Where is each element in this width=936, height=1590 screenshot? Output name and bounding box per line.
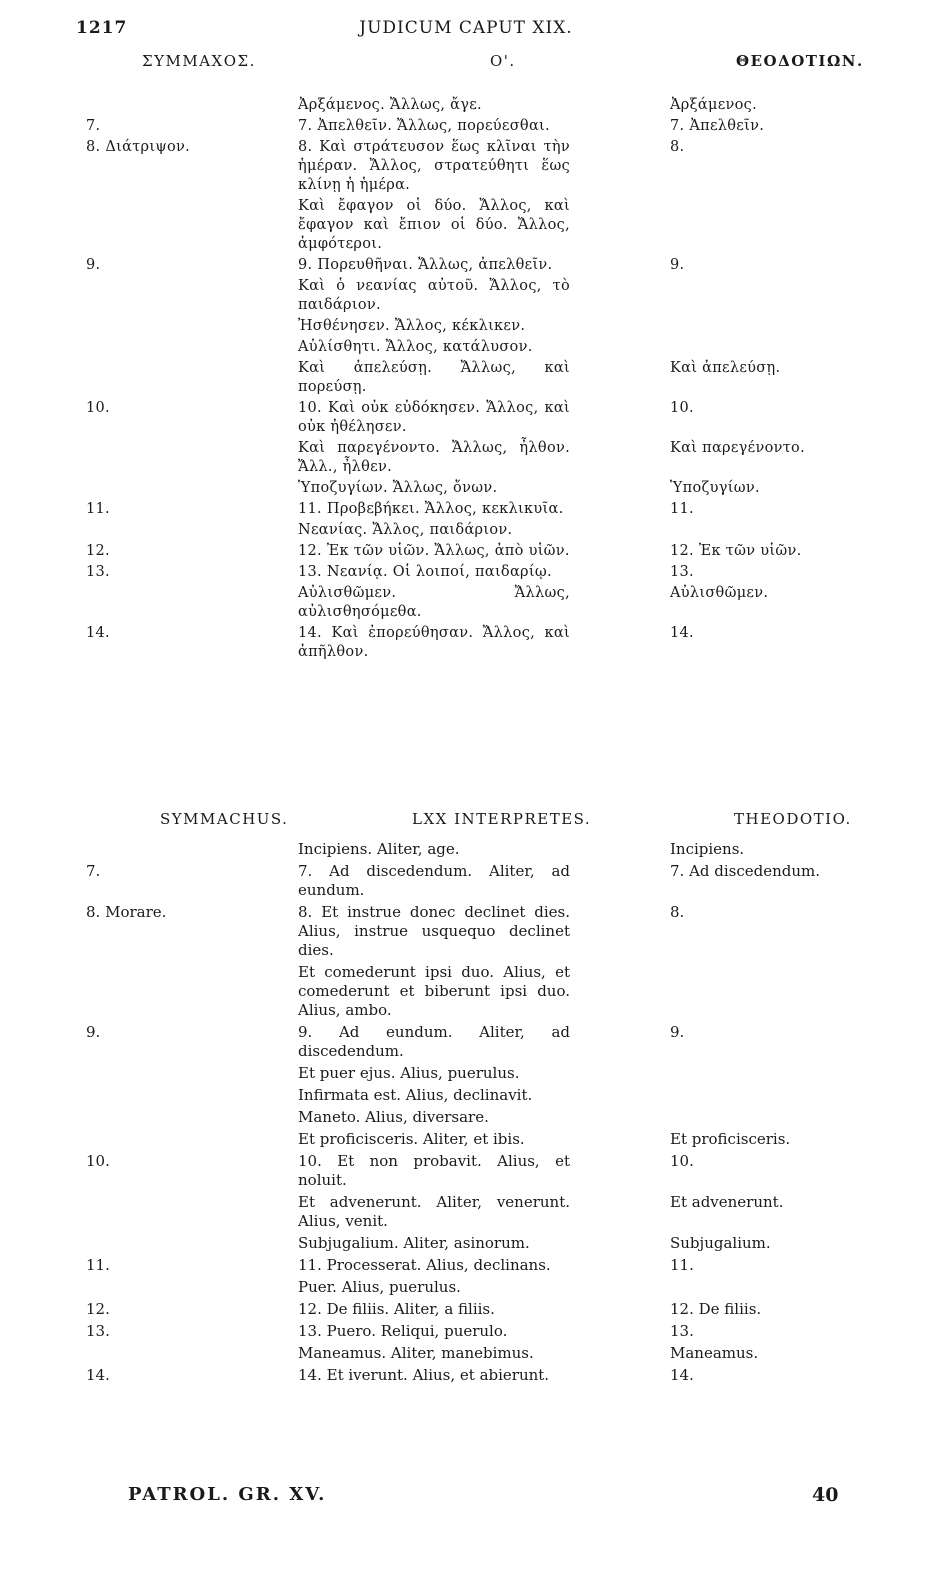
- page-number: 1217: [76, 18, 128, 38]
- latin-row: [0, 963, 936, 1020]
- greek-cell-text: Αὐλίσθητι. Ἄλλος, κατάλυσον.: [298, 339, 533, 355]
- latin-cell-text: 13.: [670, 1322, 694, 1340]
- latin-cell-text: Infirmata est. Alius, declinavit.: [298, 1086, 533, 1104]
- latin-theodotion-cell: [670, 1086, 936, 1105]
- latin-theodotion-cell: [670, 1278, 936, 1297]
- latin-cell-text: 9.: [670, 1023, 685, 1041]
- latin-septuagint-cell: [290, 1278, 670, 1297]
- greek-symmachus-cell: [0, 359, 290, 397]
- latin-cell-text: 8. Et instrue donec declinet dies. Alius, instrue usquequo declinet dies.: [298, 903, 570, 959]
- latin-symmachus-cell: [0, 1108, 290, 1127]
- latin-parallel-text: [0, 840, 936, 1388]
- latin-symmachus-cell: [0, 1234, 290, 1253]
- greek-cell-text: 7.: [86, 118, 101, 134]
- latin-septuagint-cell: [290, 1152, 670, 1190]
- greek-symmachus-cell: [0, 500, 290, 519]
- greek-septuagint-cell: [290, 500, 670, 519]
- greek-row: [0, 542, 936, 561]
- latin-symmachus-cell: [0, 862, 290, 900]
- latin-symmachus-cell: [0, 1130, 290, 1149]
- greek-septuagint-cell: [290, 624, 670, 662]
- greek-row: [0, 317, 936, 336]
- greek-septuagint-cell: [290, 96, 670, 115]
- greek-cell-text: Ἠσθένησεν. Ἄλλος, κέκλικεν.: [298, 318, 526, 334]
- footer-source: PATROL. GR. XV.: [128, 1484, 327, 1505]
- latin-cell-text: 14. Et iverunt. Alius, et abierunt.: [298, 1366, 550, 1384]
- latin-symmachus-cell: [0, 1064, 290, 1083]
- latin-cell-text: Et advenerunt. Aliter, venerunt. Alius, venit.: [298, 1193, 570, 1230]
- greek-row: [0, 96, 936, 115]
- greek-cell-text: 12.: [86, 543, 110, 559]
- latin-cell-text: 10. Et non probavit. Alius, et noluit.: [298, 1152, 570, 1189]
- greek-septuagint-cell: [290, 317, 670, 336]
- greek-septuagint-cell: [290, 399, 670, 437]
- latin-septuagint-cell: [290, 1086, 670, 1105]
- greek-cell-text: 8. Διάτριψον.: [86, 139, 191, 155]
- latin-theodotion-cell: [670, 1344, 936, 1363]
- latin-cell-text: 7. Ad discedendum.: [670, 862, 821, 880]
- latin-row: [0, 1256, 936, 1275]
- greek-cell-text: 12. Ἐκ τῶν υἱῶν. Ἄλλως, ἀπὸ υἱῶν.: [298, 543, 570, 559]
- greek-row: [0, 399, 936, 437]
- greek-cell-text: 9. Πορευθῆναι. Ἄλλως, ἀπελθεῖν.: [298, 257, 553, 273]
- latin-septuagint-cell: [290, 963, 670, 1020]
- greek-theodotion-cell: [670, 317, 936, 336]
- greek-row: [0, 359, 936, 397]
- latin-cell-text: Et proficisceris. Aliter, et ibis.: [298, 1130, 525, 1148]
- greek-row: [0, 479, 936, 498]
- latin-theodotion-cell: [670, 1152, 936, 1190]
- latin-cell-text: Maneamus.: [670, 1344, 759, 1362]
- latin-septuagint-cell: [290, 862, 670, 900]
- greek-septuagint-cell: [290, 521, 670, 540]
- latin-cell-text: 7. Ad discedendum. Aliter, ad eundum.: [298, 862, 570, 899]
- latin-cell-text: 12. De filiis. Aliter, a filiis.: [298, 1300, 495, 1318]
- greek-cell-text: Καὶ ἀπελεύσῃ. Ἄλλως, καὶ πορεύσῃ.: [298, 360, 570, 395]
- greek-theodotion-cell: [670, 439, 936, 477]
- latin-symmachus-cell: [0, 840, 290, 859]
- greek-symmachus-cell: [0, 479, 290, 498]
- greek-theodotion-cell: [670, 256, 936, 275]
- latin-septuagint-cell: [290, 1322, 670, 1341]
- latin-cell-text: 9. Ad eundum. Aliter, ad discedendum.: [298, 1023, 570, 1060]
- latin-row: [0, 1152, 936, 1190]
- latin-cell-text: Puer. Alius, puerulus.: [298, 1278, 461, 1296]
- greek-row: [0, 197, 936, 254]
- greek-theodotion-cell: [670, 117, 936, 136]
- greek-cell-text: 13.: [670, 564, 694, 580]
- greek-symmachus-cell: [0, 277, 290, 315]
- greek-symmachus-cell: [0, 439, 290, 477]
- greek-symmachus-cell: [0, 256, 290, 275]
- latin-cell-text: Et comederunt ipsi duo. Alius, et comederunt et biberunt ipsi duo. Alius, ambo.: [298, 963, 570, 1019]
- greek-parallel-text: [0, 96, 936, 664]
- greek-cell-text: 14.: [86, 625, 110, 641]
- latin-row: [0, 1064, 936, 1083]
- greek-cell-text: Καὶ ἔφαγον οἱ δύο. Ἄλλος, καὶ ἔφαγον καὶ ἔπιον οἱ δύο. Ἄλλος, ἀμφότεροι.: [298, 198, 570, 252]
- greek-symmachus-cell: [0, 521, 290, 540]
- latin-symmachus-cell: [0, 903, 290, 960]
- latin-theodotion-cell: [670, 1366, 936, 1385]
- latin-septuagint-cell: [290, 1108, 670, 1127]
- latin-cell-text: 11. Processerat. Alius, declinans.: [298, 1256, 551, 1274]
- greek-cell-text: 10.: [670, 400, 694, 416]
- latin-septuagint-cell: [290, 840, 670, 859]
- latin-cell-text: Incipiens. Aliter, age.: [298, 840, 460, 858]
- latin-cell-text: 7.: [86, 862, 101, 880]
- greek-cell-text: Καὶ παρεγένοντο. Ἄλλως, ἦλθον. Ἄλλ., ἦλθεν.: [298, 440, 570, 475]
- greek-cell-text: 14. Καὶ ἐπορεύθησαν. Ἄλλος, καὶ ἀπῆλθον.: [298, 625, 570, 660]
- greek-cell-text: 11. Προβεβήκει. Ἄλλος, κεκλικυῖα.: [298, 501, 564, 517]
- greek-symmachus-cell: [0, 138, 290, 195]
- latin-symmachus-cell: [0, 1278, 290, 1297]
- greek-cell-text: Ἀρξάμενος.: [670, 97, 757, 113]
- greek-symmachus-cell: [0, 584, 290, 622]
- latin-septuagint-cell: [290, 1130, 670, 1149]
- greek-header-septuagint: O'.: [490, 52, 516, 70]
- latin-theodotion-cell: [670, 1193, 936, 1231]
- greek-cell-text: 8.: [670, 139, 685, 155]
- latin-symmachus-cell: [0, 1086, 290, 1105]
- latin-cell-text: Maneamus. Aliter, manebimus.: [298, 1344, 534, 1362]
- greek-symmachus-cell: [0, 542, 290, 561]
- latin-row: [0, 840, 936, 859]
- greek-theodotion-cell: [670, 500, 936, 519]
- greek-septuagint-cell: [290, 584, 670, 622]
- latin-row: [0, 1322, 936, 1341]
- greek-septuagint-cell: [290, 479, 670, 498]
- latin-cell-text: 8.: [670, 903, 685, 921]
- latin-row: [0, 1278, 936, 1297]
- greek-septuagint-cell: [290, 277, 670, 315]
- greek-theodotion-cell: [670, 624, 936, 662]
- greek-theodotion-cell: [670, 479, 936, 498]
- greek-septuagint-cell: [290, 563, 670, 582]
- latin-symmachus-cell: [0, 1023, 290, 1061]
- greek-header-symmachus: ΣΥΜΜΑΧΟΣ.: [142, 52, 256, 70]
- latin-cell-text: Maneto. Alius, diversare.: [298, 1108, 489, 1126]
- latin-theodotion-cell: [670, 1322, 936, 1341]
- greek-row: [0, 138, 936, 195]
- latin-symmachus-cell: [0, 1152, 290, 1190]
- greek-cell-text: Ὑποζυγίων. Ἄλλως, ὄνων.: [298, 480, 498, 496]
- latin-septuagint-cell: [290, 1344, 670, 1363]
- latin-row: [0, 1300, 936, 1319]
- greek-symmachus-cell: [0, 317, 290, 336]
- latin-row: [0, 1130, 936, 1149]
- greek-cell-text: 8. Καὶ στράτευσον ἕως κλῖναι τὴν ἡμέραν. Ἄλλος, στρατεύθητι ἕως κλίνῃ ἡ ἡμέρα.: [298, 139, 570, 193]
- latin-row: [0, 1344, 936, 1363]
- footer-sheet-number: 40: [812, 1484, 839, 1506]
- latin-row: [0, 862, 936, 900]
- greek-row: [0, 256, 936, 275]
- latin-header-symmachus: SYMMACHUS.: [160, 810, 289, 828]
- greek-cell-text: 9.: [86, 257, 101, 273]
- greek-cell-text: 11.: [670, 501, 694, 517]
- greek-cell-text: Καὶ ἀπελεύσῃ.: [670, 360, 781, 376]
- latin-symmachus-cell: [0, 963, 290, 1020]
- latin-row: [0, 1108, 936, 1127]
- greek-theodotion-cell: [670, 399, 936, 437]
- greek-cell-text: 11.: [86, 501, 110, 517]
- greek-cell-text: 7. Ἀπελθεῖν. Ἄλλως, πορεύεσθαι.: [298, 118, 550, 134]
- latin-theodotion-cell: [670, 1130, 936, 1149]
- greek-septuagint-cell: [290, 256, 670, 275]
- greek-cell-text: 10.: [86, 400, 110, 416]
- greek-row: [0, 521, 936, 540]
- greek-theodotion-cell: [670, 542, 936, 561]
- greek-septuagint-cell: [290, 359, 670, 397]
- greek-theodotion-cell: [670, 96, 936, 115]
- greek-row: [0, 338, 936, 357]
- latin-theodotion-cell: [670, 903, 936, 960]
- latin-septuagint-cell: [290, 1366, 670, 1385]
- greek-cell-text: 13.: [86, 564, 110, 580]
- greek-cell-text: Καὶ παρεγένοντο.: [670, 440, 805, 456]
- latin-theodotion-cell: [670, 862, 936, 900]
- greek-row: [0, 117, 936, 136]
- latin-theodotion-cell: [670, 1300, 936, 1319]
- latin-theodotion-cell: [670, 963, 936, 1020]
- latin-row: [0, 1234, 936, 1253]
- latin-septuagint-cell: [290, 1300, 670, 1319]
- greek-cell-text: 9.: [670, 257, 685, 273]
- latin-cell-text: Subjugalium. Aliter, asinorum.: [298, 1234, 530, 1252]
- greek-septuagint-cell: [290, 197, 670, 254]
- latin-theodotion-cell: [670, 1256, 936, 1275]
- latin-septuagint-cell: [290, 903, 670, 960]
- greek-cell-text: Αὐλισθῶμεν. Ἄλλως, αὐλισθησόμεθα.: [298, 585, 570, 620]
- latin-cell-text: Et puer ejus. Alius, puerulus.: [298, 1064, 520, 1082]
- greek-row: [0, 500, 936, 519]
- latin-symmachus-cell: [0, 1256, 290, 1275]
- greek-cell-text: Ὑποζυγίων.: [670, 480, 760, 496]
- greek-theodotion-cell: [670, 197, 936, 254]
- latin-symmachus-cell: [0, 1300, 290, 1319]
- greek-theodotion-cell: [670, 563, 936, 582]
- latin-cell-text: 10.: [86, 1152, 110, 1170]
- latin-symmachus-cell: [0, 1344, 290, 1363]
- greek-theodotion-cell: [670, 138, 936, 195]
- latin-symmachus-cell: [0, 1366, 290, 1385]
- greek-row: [0, 624, 936, 662]
- latin-header-septuagint: LXX INTERPRETES.: [412, 810, 592, 828]
- latin-row: [0, 1023, 936, 1061]
- latin-symmachus-cell: [0, 1193, 290, 1231]
- latin-septuagint-cell: [290, 1064, 670, 1083]
- latin-theodotion-cell: [670, 1023, 936, 1061]
- greek-cell-text: Ἀρξάμενος. Ἄλλως, ἄγε.: [298, 97, 482, 113]
- latin-cell-text: 9.: [86, 1023, 101, 1041]
- greek-theodotion-cell: [670, 359, 936, 397]
- greek-symmachus-cell: [0, 563, 290, 582]
- latin-cell-text: Incipiens.: [670, 840, 745, 858]
- greek-septuagint-cell: [290, 542, 670, 561]
- latin-cell-text: 13.: [86, 1322, 110, 1340]
- latin-cell-text: Et advenerunt.: [670, 1193, 784, 1211]
- greek-row: [0, 584, 936, 622]
- greek-symmachus-cell: [0, 624, 290, 662]
- latin-symmachus-cell: [0, 1322, 290, 1341]
- latin-theodotion-cell: [670, 840, 936, 859]
- greek-cell-text: 10. Καὶ οὐκ εὐδόκησεν. Ἄλλος, καὶ οὐκ ἠθέλησεν.: [298, 400, 570, 435]
- latin-septuagint-cell: [290, 1234, 670, 1253]
- greek-septuagint-cell: [290, 439, 670, 477]
- latin-cell-text: 13. Puero. Reliqui, puerulo.: [298, 1322, 508, 1340]
- greek-cell-text: 14.: [670, 625, 694, 641]
- latin-cell-text: 10.: [670, 1152, 694, 1170]
- latin-cell-text: 14.: [670, 1366, 694, 1384]
- greek-symmachus-cell: [0, 197, 290, 254]
- greek-symmachus-cell: [0, 117, 290, 136]
- greek-row: [0, 439, 936, 477]
- latin-cell-text: Subjugalium.: [670, 1234, 771, 1252]
- latin-septuagint-cell: [290, 1256, 670, 1275]
- latin-cell-text: 11.: [670, 1256, 694, 1274]
- greek-symmachus-cell: [0, 96, 290, 115]
- latin-septuagint-cell: [290, 1023, 670, 1061]
- running-header: [76, 18, 856, 42]
- greek-septuagint-cell: [290, 338, 670, 357]
- latin-septuagint-cell: [290, 1193, 670, 1231]
- greek-cell-text: Αὐλισθῶμεν.: [670, 585, 769, 601]
- latin-cell-text: 14.: [86, 1366, 110, 1384]
- latin-row: [0, 1086, 936, 1105]
- greek-cell-text: 12. Ἐκ τῶν υἱῶν.: [670, 543, 802, 559]
- greek-septuagint-cell: [290, 138, 670, 195]
- greek-cell-text: 13. Νεανίᾳ. Οἱ λοιποί, παιδαρίῳ.: [298, 564, 552, 580]
- greek-theodotion-cell: [670, 521, 936, 540]
- greek-row: [0, 277, 936, 315]
- latin-header-theodotion: THEODOTIO.: [734, 810, 852, 828]
- latin-cell-text: 12. De filiis.: [670, 1300, 762, 1318]
- latin-theodotion-cell: [670, 1234, 936, 1253]
- greek-theodotion-cell: [670, 277, 936, 315]
- latin-cell-text: 8. Morare.: [86, 903, 167, 921]
- latin-row: [0, 1193, 936, 1231]
- latin-row: [0, 1366, 936, 1385]
- latin-cell-text: 11.: [86, 1256, 110, 1274]
- greek-cell-text: Νεανίας. Ἄλλος, παιδάριον.: [298, 522, 513, 538]
- greek-septuagint-cell: [290, 117, 670, 136]
- latin-cell-text: 12.: [86, 1300, 110, 1318]
- greek-cell-text: Καὶ ὁ νεανίας αὐτοῦ. Ἄλλος, τὸ παιδάριον.: [298, 278, 570, 313]
- latin-theodotion-cell: [670, 1064, 936, 1083]
- greek-symmachus-cell: [0, 399, 290, 437]
- page-title: JUDICUM CAPUT XIX.: [359, 18, 573, 38]
- latin-theodotion-cell: [670, 1108, 936, 1127]
- latin-row: [0, 903, 936, 960]
- greek-theodotion-cell: [670, 584, 936, 622]
- greek-cell-text: 7. Ἀπελθεῖν.: [670, 118, 765, 134]
- greek-header-theodotion: ΘΕΟΔΟΤΙΩΝ.: [736, 52, 864, 70]
- latin-cell-text: Et proficisceris.: [670, 1130, 791, 1148]
- greek-theodotion-cell: [670, 338, 936, 357]
- greek-symmachus-cell: [0, 338, 290, 357]
- greek-row: [0, 563, 936, 582]
